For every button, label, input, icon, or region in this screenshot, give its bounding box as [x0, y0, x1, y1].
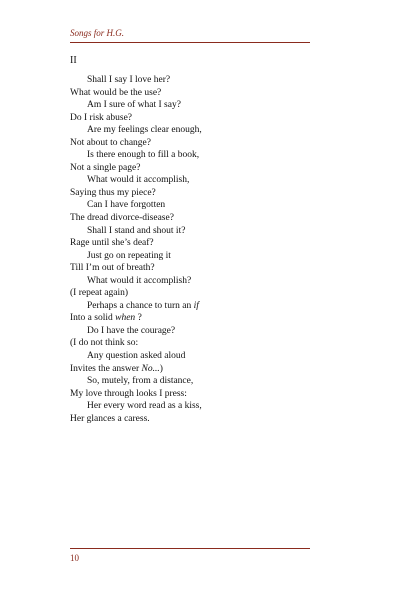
poem-line-text: Not about to change?	[70, 137, 151, 148]
poem-line-text: The dread divorce-disease?	[70, 213, 174, 224]
poem-line	[70, 149, 320, 162]
poem-line-text: Is there enough to fill a book,	[87, 150, 200, 161]
poem-line-text: Do I risk abuse?	[70, 112, 132, 123]
poem-line-text: Rage until she’s deaf?	[70, 238, 154, 249]
poem-line	[70, 112, 320, 125]
section-number: II	[70, 55, 77, 66]
poem-line	[70, 400, 320, 413]
poem-line-text: Shall I say I love her?	[87, 75, 171, 85]
poem-line	[70, 312, 320, 325]
poem-line	[70, 262, 320, 275]
poem-line	[70, 300, 320, 313]
poem-line-italic-text: No...	[141, 363, 160, 374]
poem-line	[70, 225, 320, 238]
poem-line-text: So, mutely, from a distance,	[87, 376, 194, 387]
poem-line	[70, 237, 320, 250]
poem-line	[70, 337, 320, 350]
poem-line-text: What would it accomplish?	[87, 275, 192, 286]
poem-line-text: Just go on repeating it	[87, 250, 171, 261]
poem-line	[70, 87, 320, 100]
poem-line-text: My love through looks I press:	[70, 388, 187, 399]
poem-line	[70, 287, 320, 300]
poem-line	[70, 275, 320, 288]
poem-line-italic-text: when	[115, 313, 136, 324]
poem-line	[70, 124, 320, 137]
poem-line	[70, 162, 320, 175]
poem-line-text: What would it accomplish,	[87, 175, 190, 186]
poem-line-text: (I do not think so:	[70, 338, 139, 349]
page-number: 10	[70, 553, 79, 563]
poem-line-text: Not a single page?	[70, 162, 141, 173]
poem-line	[70, 212, 320, 225]
poem-line-text: Saying thus my piece?	[70, 187, 156, 198]
poem-line-italic-text: if	[193, 300, 199, 311]
poem-line	[70, 187, 320, 200]
poem-line-text: (I repeat again)	[70, 288, 129, 299]
poem-line	[70, 363, 320, 376]
poem-line-text: Her every word read as a kiss,	[87, 401, 202, 412]
poem-line-text: Her glances a caress.	[70, 413, 150, 424]
poem-line-text: Invites the answer	[70, 363, 142, 374]
poem-line-text: Till I’m out of breath?	[70, 263, 155, 274]
poem-line-text: ?	[135, 313, 142, 324]
poem-line-text: What would be the use?	[70, 87, 162, 98]
poem-line	[70, 137, 320, 150]
poem-line-text: Do I have the courage?	[87, 325, 176, 336]
poem-line	[70, 413, 320, 426]
poem	[70, 74, 320, 425]
poem-line-text: )	[159, 363, 163, 374]
poem-line	[70, 350, 320, 363]
poem-line-text: Into a solid	[70, 313, 116, 324]
poem-line	[70, 174, 320, 187]
running-head: Songs for H.G.	[70, 28, 125, 38]
poem-line	[70, 375, 320, 388]
header-rule	[70, 42, 310, 43]
poem-line	[70, 99, 320, 112]
poem-line	[70, 74, 320, 87]
poem-line-text: Perhaps a chance to turn an	[87, 300, 194, 311]
poem-line	[70, 325, 320, 338]
poem-line	[70, 388, 320, 401]
poem-line-text: Can I have forgotten	[87, 200, 166, 211]
footer-rule	[70, 548, 310, 549]
poem-line-text: Any question asked aloud	[87, 351, 186, 362]
poem-line	[70, 199, 320, 212]
poem-line-text: Am I sure of what I say?	[87, 100, 181, 111]
poem-line-text: Shall I stand and shout it?	[87, 225, 186, 236]
poem-line-text: Are my feelings clear enough,	[87, 125, 202, 136]
poem-line	[70, 250, 320, 263]
